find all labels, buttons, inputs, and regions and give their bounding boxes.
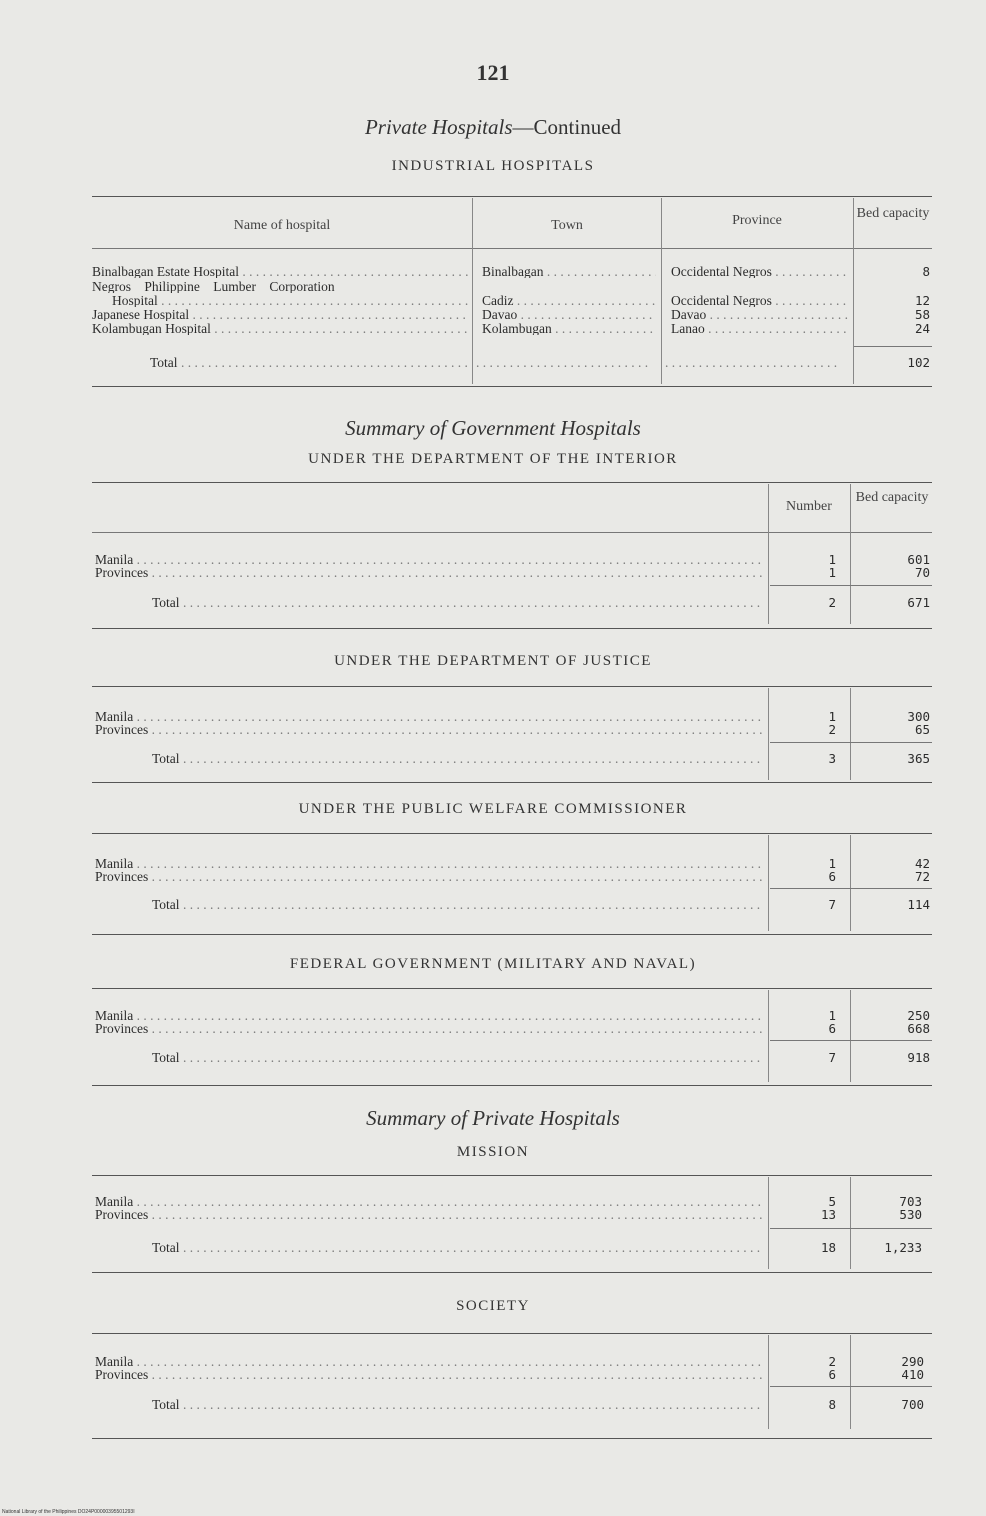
row-number: 1 bbox=[828, 709, 836, 724]
row-number: 1 bbox=[828, 565, 836, 580]
industrial-subtitle: INDUSTRIAL HOSPITALS bbox=[391, 158, 595, 174]
row-number: 2 bbox=[828, 722, 836, 737]
subtotal-rule bbox=[770, 1228, 932, 1229]
hospital-name: Japanese Hospital . . . bbox=[92, 308, 468, 321]
footer-credit: National Library of the Philippines DO24P00000395501293I bbox=[2, 1509, 135, 1515]
row-bed: 300 bbox=[907, 709, 930, 724]
hospital-name: Kolambugan Hospital . . . bbox=[92, 322, 468, 335]
subtotal-rule bbox=[770, 888, 932, 889]
header-bottom-rule bbox=[92, 248, 932, 249]
row-label: Provinces . . . bbox=[95, 1208, 763, 1221]
row-number: 13 bbox=[820, 1207, 836, 1222]
industrial-title bbox=[0, 115, 986, 140]
hospital-name: Negros Philippine Lumber Corporation bbox=[92, 280, 335, 293]
row-bed: 530 bbox=[899, 1207, 922, 1222]
total-number: 2 bbox=[828, 595, 836, 610]
row-label: Manila . . . bbox=[95, 1009, 763, 1022]
section-top-rule bbox=[92, 686, 932, 687]
section-bottom-rule bbox=[92, 782, 932, 783]
row-number: 6 bbox=[828, 1021, 836, 1036]
bed-capacity: 24 bbox=[914, 321, 930, 336]
header-number: Number bbox=[786, 499, 832, 514]
row-label: Provinces . . . bbox=[95, 1368, 763, 1381]
section-top-rule bbox=[92, 833, 932, 834]
row-label: Provinces . . . bbox=[95, 1022, 763, 1035]
col-divider bbox=[853, 198, 854, 384]
header-town: Town bbox=[551, 218, 583, 233]
col-divider bbox=[661, 198, 662, 384]
col-divider bbox=[768, 835, 769, 931]
section-top-rule bbox=[92, 1333, 932, 1334]
total-bed: 918 bbox=[907, 1050, 930, 1065]
private-summary-title: Summary of Private Hospitals bbox=[366, 1106, 620, 1130]
section-bottom-rule bbox=[92, 628, 932, 629]
table-bottom-rule bbox=[92, 386, 932, 387]
section-bottom-rule bbox=[92, 1272, 932, 1273]
gov-section-title: FEDERAL GOVERNMENT (MILITARY AND NAVAL) bbox=[289, 956, 697, 972]
col-divider bbox=[472, 198, 473, 384]
gov-section-title: UNDER THE DEPARTMENT OF THE INTERIOR bbox=[308, 451, 678, 467]
total-number: 7 bbox=[828, 897, 836, 912]
hospital-province: Occidental Negros . . . bbox=[671, 294, 849, 307]
total-label: Total . . . bbox=[152, 752, 763, 765]
total-number: 8 bbox=[828, 1397, 836, 1412]
row-label: Provinces . . . bbox=[95, 870, 763, 883]
hospital-name-cont: Hospital . . . bbox=[112, 294, 468, 307]
private-section-title: MISSION bbox=[456, 1144, 530, 1160]
hospital-province: Lanao . . . bbox=[671, 322, 849, 335]
gov-summary-title: Summary of Government Hospitals bbox=[345, 416, 641, 440]
section-bottom-rule bbox=[92, 1085, 932, 1086]
subtotal-rule bbox=[770, 585, 932, 586]
row-number: 1 bbox=[828, 1008, 836, 1023]
row-bed: 42 bbox=[914, 856, 930, 871]
section-top-rule bbox=[92, 988, 932, 989]
subtotal-rule bbox=[770, 1386, 932, 1387]
header-bottom-rule bbox=[92, 532, 932, 533]
row-label: Manila . . . bbox=[95, 857, 763, 870]
row-label: Provinces . . . bbox=[95, 723, 763, 736]
row-bed: 250 bbox=[907, 1008, 930, 1023]
total-label: Total . . . bbox=[150, 356, 468, 369]
col-divider bbox=[850, 1335, 851, 1429]
gov-section-title: UNDER THE PUBLIC WELFARE COMMISSIONER bbox=[298, 801, 688, 817]
col-divider bbox=[768, 990, 769, 1082]
row-label: Manila . . . bbox=[95, 1195, 763, 1208]
row-label: Manila . . . bbox=[95, 553, 763, 566]
hospital-town: Kolambugan . . . bbox=[482, 322, 656, 335]
subtotal-rule bbox=[770, 1040, 932, 1041]
industrial-title-suffix: —Continued bbox=[512, 115, 622, 139]
bed-capacity: 8 bbox=[922, 264, 930, 279]
hospital-province: Davao . . . bbox=[671, 308, 849, 321]
total-bed: 365 bbox=[907, 751, 930, 766]
col-divider bbox=[850, 484, 851, 624]
table-top-rule bbox=[92, 196, 932, 197]
row-label: Manila . . . bbox=[95, 710, 763, 723]
hospital-town: Binalbagan . . . bbox=[482, 265, 656, 278]
row-number: 1 bbox=[828, 552, 836, 567]
col-divider bbox=[850, 835, 851, 931]
total-number: 7 bbox=[828, 1050, 836, 1065]
section-bottom-rule bbox=[92, 934, 932, 935]
row-label: Provinces . . . bbox=[95, 566, 763, 579]
col-divider bbox=[768, 484, 769, 624]
total-label: Total . . . bbox=[152, 596, 763, 609]
total-bed: 114 bbox=[907, 897, 930, 912]
col-divider bbox=[850, 990, 851, 1082]
col-divider bbox=[850, 1177, 851, 1269]
total-bed: 700 bbox=[901, 1397, 924, 1412]
subtotal-rule bbox=[854, 346, 932, 347]
row-bed: 70 bbox=[914, 565, 930, 580]
row-number: 5 bbox=[828, 1194, 836, 1209]
section-bottom-rule bbox=[92, 1438, 932, 1439]
row-number: 1 bbox=[828, 856, 836, 871]
bed-capacity: 12 bbox=[914, 293, 930, 308]
col-divider bbox=[768, 1177, 769, 1269]
hospital-name: Binalbagan Estate Hospital . . . bbox=[92, 265, 468, 278]
header-province: Province bbox=[732, 213, 782, 228]
row-bed: 290 bbox=[901, 1354, 924, 1369]
dot-leader: . . . . . . . . . . . . . . . . . . . . . . . . . . bbox=[476, 356, 649, 369]
section-top-rule bbox=[92, 482, 932, 483]
page-number: 121 bbox=[476, 60, 510, 85]
section-top-rule bbox=[92, 1175, 932, 1176]
dot-leader: . . . . . . . . . . . . . . . . . . . . . . . . . . bbox=[665, 356, 838, 369]
row-label: Manila . . . bbox=[95, 1355, 763, 1368]
private-section-title: SOCIETY bbox=[456, 1298, 530, 1314]
total-label: Total . . . bbox=[152, 1241, 763, 1254]
row-number: 2 bbox=[828, 1354, 836, 1369]
bed-capacity: 58 bbox=[914, 307, 930, 322]
row-bed: 703 bbox=[899, 1194, 922, 1209]
total-number: 18 bbox=[820, 1240, 836, 1255]
row-bed: 65 bbox=[914, 722, 930, 737]
total-label: Total . . . bbox=[152, 1398, 763, 1411]
row-bed: 410 bbox=[901, 1367, 924, 1382]
gov-section-title: UNDER THE DEPARTMENT OF JUSTICE bbox=[334, 653, 652, 669]
header-bed: Bed capacity bbox=[855, 490, 929, 505]
total-label: Total . . . bbox=[152, 898, 763, 911]
row-bed: 601 bbox=[907, 552, 930, 567]
total-bed: 671 bbox=[907, 595, 930, 610]
col-divider bbox=[768, 1335, 769, 1429]
total-bed: 102 bbox=[907, 355, 930, 370]
header-bed: Bed capacity bbox=[856, 206, 930, 221]
row-number: 6 bbox=[828, 1367, 836, 1382]
hospital-town: Davao . . . bbox=[482, 308, 656, 321]
row-bed: 72 bbox=[914, 869, 930, 884]
row-number: 6 bbox=[828, 869, 836, 884]
header-name: Name of hospital bbox=[233, 218, 331, 233]
row-bed: 668 bbox=[907, 1021, 930, 1036]
subtotal-rule bbox=[770, 742, 932, 743]
total-label: Total . . . bbox=[152, 1051, 763, 1064]
hospital-town: Cadiz . . . bbox=[482, 294, 656, 307]
col-divider bbox=[768, 688, 769, 780]
total-number: 3 bbox=[828, 751, 836, 766]
total-bed: 1,233 bbox=[884, 1240, 922, 1255]
hospital-province: Occidental Negros . . . bbox=[671, 265, 849, 278]
industrial-title-italic: Private Hospitals bbox=[364, 115, 513, 139]
col-divider bbox=[850, 688, 851, 780]
